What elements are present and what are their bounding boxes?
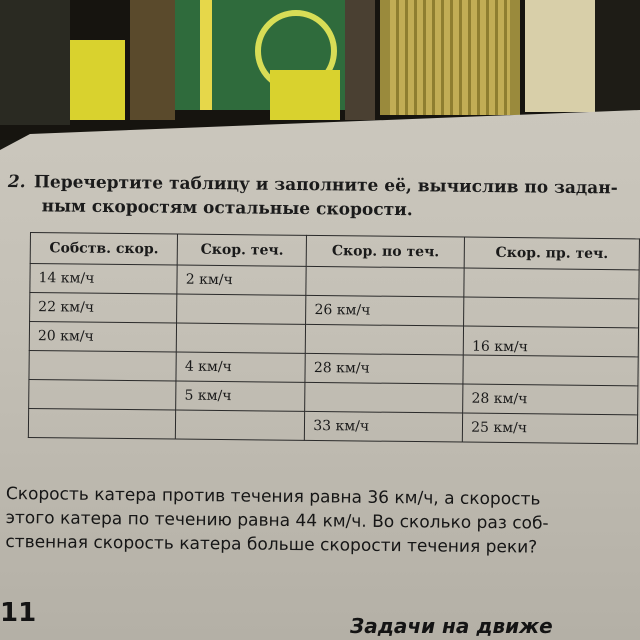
task-line-1: Перечертите таблицу и заполните её, вычислив по задан-: [33, 172, 618, 199]
table-cell: 28 км/ч: [305, 353, 463, 384]
table-row: [28, 408, 637, 443]
table-cell: 28 км/ч: [463, 384, 638, 415]
table-cell: [464, 268, 639, 299]
table-cell: [28, 408, 176, 439]
column-header: Скор. пр. теч.: [464, 237, 639, 270]
book-spine: [70, 40, 125, 120]
book-spine: [525, 0, 595, 112]
table-cell: [306, 266, 464, 297]
cover-stripe: [200, 0, 212, 110]
table-cell: [29, 379, 177, 410]
problem-line: ственная скорость катера больше скорости течения реки?: [5, 531, 538, 558]
page-number: 11: [0, 598, 37, 628]
table-cell: [306, 324, 464, 355]
table-cell: [176, 410, 305, 440]
table-cell: [463, 355, 638, 386]
speeds-table: [28, 232, 640, 444]
table-cell: [177, 323, 306, 353]
book-pages: [380, 0, 520, 115]
column-header: Скор. теч.: [177, 234, 306, 266]
table-cell: 4 км/ч: [176, 352, 305, 382]
column-header: Скор. по теч.: [306, 235, 464, 268]
table-cell: [464, 297, 639, 328]
task-number: 2.: [7, 171, 26, 193]
section-heading: Задачи на движе: [350, 614, 553, 638]
table-cell: 20 км/ч: [29, 322, 177, 353]
column-header: Собств. скор.: [30, 233, 178, 266]
book-spine: [0, 0, 70, 125]
task-line-2: ным скоростям остальные скорости.: [41, 196, 413, 221]
word-problem: [5, 482, 640, 561]
book-spine: [270, 70, 340, 120]
table-cell: 25 км/ч: [463, 413, 638, 444]
table-cell: [177, 294, 306, 324]
book-spine: [345, 0, 375, 120]
book-spine: [130, 0, 175, 120]
table-cell: 22 км/ч: [30, 293, 178, 324]
task-instruction: [7, 170, 639, 225]
table-cell: 2 км/ч: [177, 265, 306, 295]
table-cell: [305, 382, 463, 413]
book-spine: [595, 0, 640, 115]
table-cell: [29, 350, 177, 381]
problem-line: этого катера по течению равна 44 км/ч. Во сколько раз соб-: [5, 507, 549, 534]
table-cell: 5 км/ч: [176, 381, 305, 411]
table-cell: 33 км/ч: [305, 411, 463, 442]
problem-line: Скорость катера против течения равна 36 км/ч, а скорость: [5, 483, 541, 510]
table-cell: 14 км/ч: [30, 264, 178, 295]
table-cell: 16 км/ч: [463, 326, 638, 357]
table-cell: 26 км/ч: [306, 295, 464, 326]
